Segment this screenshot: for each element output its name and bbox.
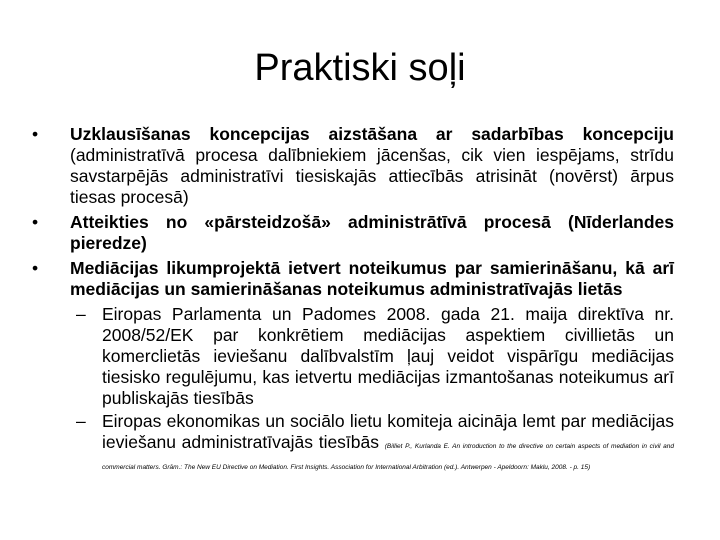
- sub-bullet-text: Eiropas Parlamenta un Padomes 2008. gada 21. maija direktīva nr. 2008/52/EK par konkrētiem mediācijas aspektiem civillietās un komerclietās ieviešanu dalībvalstīm ļauj veidot vispārīgu mediācijas tiesisko regulējumu, kas ietvertu mediācijas izmantošanas noteikumus arī publiskajās tiesībās: [102, 304, 674, 408]
- bullet-heading: Uzklausīšanas koncepcijas aizstāšana ar sadarbības koncepciju: [70, 124, 674, 144]
- sub-bullet-text: Eiropas ekonomikas un sociālo lietu komiteja aicināja lemt par mediācijas ieviešanu administratīvajās tiesībās: [102, 411, 674, 452]
- sub-bullet-symbol: –: [76, 411, 86, 431]
- bullet-text: Atteikties no «pārsteidzošā» administrātīvā procesā (Nīderlandes pieredze): [70, 212, 674, 253]
- bullet-item: [24, 258, 674, 300]
- bullet-symbol: •: [32, 212, 39, 232]
- slide-title: Praktiski soļi: [254, 47, 466, 89]
- bullet-detail: (administratīvā procesa dalībniekiem jācenšas, cik vien iespējams, strīdu savstarpējās administratīvi tiesiskajās attiecībās atrisināt (novērst) ārpus tiesas procesā): [70, 145, 674, 207]
- sub-bullet-symbol: –: [76, 304, 86, 324]
- bullet-item: [24, 124, 674, 208]
- bullet-item: [24, 212, 674, 254]
- bullet-symbol: •: [32, 258, 39, 278]
- citation: (Billiet P., Kurlanda E. An introduction to the directive on certain aspects of mediation in civil and commercial matters. Grām.: The New EU Directive on Mediation. First Insights. Association for International Arbitration (ed.). Antwerpen - Apeldoorn: Maklu, 2008. - p. 15): [102, 443, 674, 471]
- bullet-symbol: •: [32, 124, 39, 144]
- sub-bullet-item: [24, 411, 674, 474]
- bullet-text: Mediācijas likumprojektā ietvert noteikumus par samierināšanu, kā arī mediācijas un samierināšanas noteikumus administratīvajās lietās: [70, 258, 674, 299]
- sub-bullet-item: [24, 304, 674, 409]
- slide-body: [24, 124, 674, 474]
